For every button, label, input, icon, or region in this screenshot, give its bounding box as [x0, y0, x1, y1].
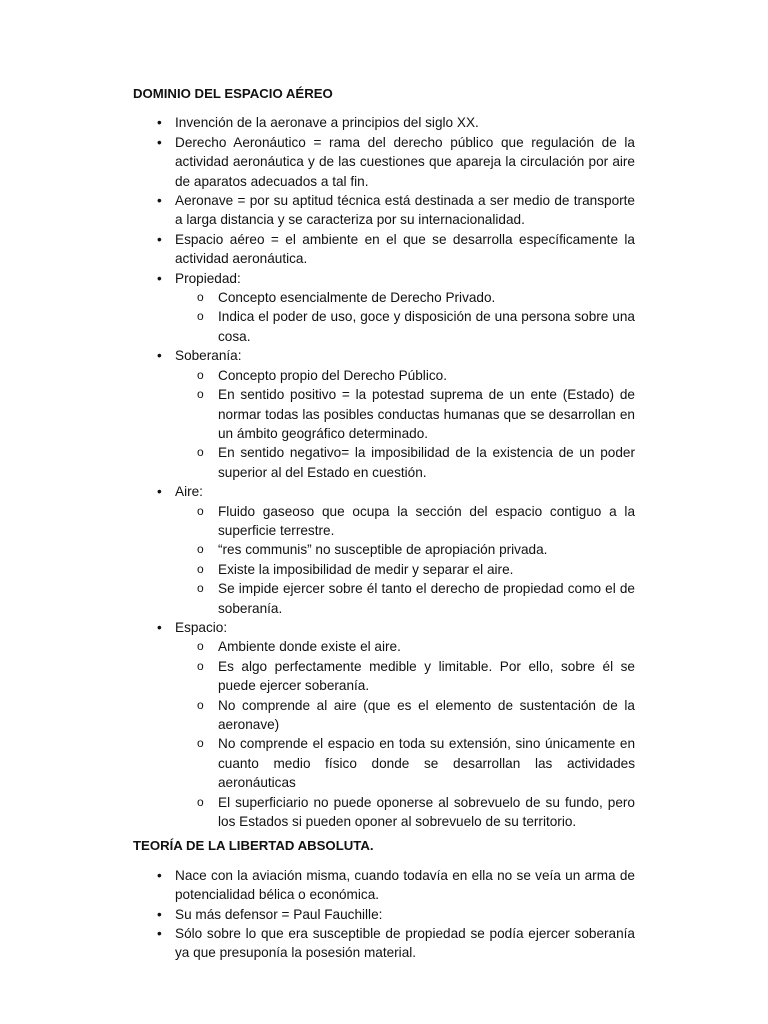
sub-list-item: [175, 540, 635, 559]
sub-list-item-text: En sentido negativo= la imposibilidad de la existencia de un poder superior al del Estado en cuestión.: [218, 445, 635, 480]
list-item-text: Nace con la aviación misma, cuando todavía en ella no se veía un arma de potencialidad bélica o económica.: [175, 867, 635, 903]
sub-list-item: [175, 366, 635, 385]
bullet-marker: •: [157, 231, 162, 247]
sub-list-item: [175, 637, 635, 656]
sub-list-item: [175, 307, 635, 346]
sub-list-item: [175, 696, 635, 735]
sub-bullet-marker: o: [197, 736, 204, 751]
list-item-propiedad: [133, 269, 635, 347]
sub-list-item-text: Fluido gaseoso que ocupa la sección del espacio contiguo a la superficie terrestre.: [218, 503, 635, 538]
sub-list-item-text: Indica el poder de uso, goce y disposición de una persona sobre una cosa.: [218, 309, 635, 344]
sub-bullet-marker: o: [197, 445, 204, 460]
sub-list-item-text: El superficiario no puede oponerse al sobrevuelo de su fundo, pero los Estados si pueden oponer al sobrevuelo de su territorio.: [218, 794, 635, 830]
list-item: [133, 905, 635, 924]
sub-list-item-text: En sentido positivo = la potestad suprema de un ente (Estado) de normar todas las posibles conductas humanas que se desarrollan en un ámbito geográfico determinado.: [218, 387, 635, 441]
sub-list-item-text: No comprende el espacio en toda su extensión, sino únicamente en cuanto medio físico donde se desarrollan las actividades aeronáuticas: [218, 736, 635, 791]
sub-list: [175, 366, 635, 482]
list-item-text: Su más defensor = Paul Fauchille:: [175, 906, 383, 922]
sub-bullet-marker: o: [197, 367, 204, 382]
bullet-marker: •: [157, 348, 162, 364]
list-item: [133, 866, 635, 905]
sub-list-item-text: Existe la imposibilidad de medir y separar el aire.: [218, 561, 514, 577]
list-item-soberania: [133, 346, 635, 482]
list-item-text: Espacio:: [175, 619, 228, 635]
sub-list: [175, 637, 635, 831]
sub-list-item: [175, 443, 635, 482]
sub-bullet-marker: o: [197, 561, 204, 576]
sub-list-item: [175, 502, 635, 541]
list-item-text: Propiedad:: [175, 270, 241, 286]
sub-bullet-marker: o: [197, 503, 204, 518]
sub-list-item: [175, 579, 635, 618]
bullet-list: [133, 113, 635, 831]
list-item-text: Espacio aéreo = el ambiente en el que se desarrolla específicamente la actividad aeronáutica.: [175, 231, 635, 267]
list-item-text: Derecho Aeronáutico = rama del derecho público que regulación de la actividad aeronáutica y de las cuestiones que apareja la circulación por aire de aparatos adecuados a tal fin.: [175, 134, 635, 189]
sub-bullet-marker: o: [197, 658, 204, 673]
sub-bullet-marker: o: [197, 290, 204, 305]
sub-list-item: [175, 385, 635, 443]
bullet-marker: •: [157, 867, 162, 883]
sub-list-item: [175, 560, 635, 579]
sub-list: [175, 502, 635, 618]
sub-list-item-text: Ambiente donde existe el aire.: [218, 639, 401, 655]
sub-list-item-text: “res communis” no susceptible de apropiación privada.: [218, 542, 548, 558]
sub-list-item: [175, 734, 635, 792]
list-item-text: Aire:: [175, 484, 203, 500]
list-item-text: Soberanía:: [175, 348, 242, 364]
sub-bullet-marker: o: [197, 794, 204, 809]
sub-bullet-marker: o: [197, 309, 204, 324]
bullet-marker: •: [157, 484, 162, 500]
bullet-marker: •: [157, 926, 162, 942]
sub-list-item: [175, 288, 635, 307]
list-item-aire: [133, 482, 635, 618]
document-page: [133, 84, 635, 963]
sub-list: [175, 288, 635, 346]
bullet-marker: •: [157, 134, 162, 150]
list-item: [133, 133, 635, 191]
sub-list-item: [175, 793, 635, 832]
list-item: [133, 191, 635, 230]
bullet-marker: •: [157, 193, 162, 209]
list-item-espacio: [133, 618, 635, 831]
sub-list-item-text: Es algo perfectamente medible y limitable. Por ello, sobre él se puede ejercer soberanía.: [218, 658, 635, 694]
section-heading: DOMINIO DEL ESPACIO AÉREO: [133, 86, 333, 101]
sub-bullet-marker: o: [197, 542, 204, 557]
sub-bullet-marker: o: [197, 387, 204, 402]
bullet-list: [133, 866, 635, 963]
section-heading: TEORÍA DE LA LIBERTAD ABSOLUTA.: [133, 838, 374, 854]
bullet-marker: •: [157, 619, 162, 635]
list-item-text: Invención de la aeronave a principios del siglo XX.: [175, 115, 479, 131]
list-item-text: Sólo sobre lo que era susceptible de propiedad se podía ejercer soberanía ya que presuponía la posesión material.: [175, 926, 635, 961]
list-item: [133, 230, 635, 269]
list-item: [133, 924, 635, 963]
sub-list-item: [175, 657, 635, 696]
sub-list-item-text: Se impide ejercer sobre él tanto el derecho de propiedad como el de soberanía.: [218, 581, 635, 616]
sub-list-item-text: Concepto esencialmente de Derecho Privado.: [218, 290, 496, 306]
sub-list-item-text: No comprende al aire (que es el elemento de sustentación de la aeronave): [218, 697, 635, 732]
list-item: [133, 113, 635, 132]
bullet-marker: •: [157, 115, 162, 131]
bullet-marker: •: [157, 906, 162, 922]
sub-bullet-marker: o: [197, 639, 204, 654]
bullet-marker: •: [157, 270, 162, 286]
list-item-text: Aeronave = por su aptitud técnica está destinada a ser medio de transporte a larga distancia y se caracteriza por su internacionalidad.: [175, 193, 635, 228]
sub-bullet-marker: o: [197, 697, 204, 712]
sub-bullet-marker: o: [197, 581, 204, 596]
sub-list-item-text: Concepto propio del Derecho Público.: [218, 367, 447, 383]
